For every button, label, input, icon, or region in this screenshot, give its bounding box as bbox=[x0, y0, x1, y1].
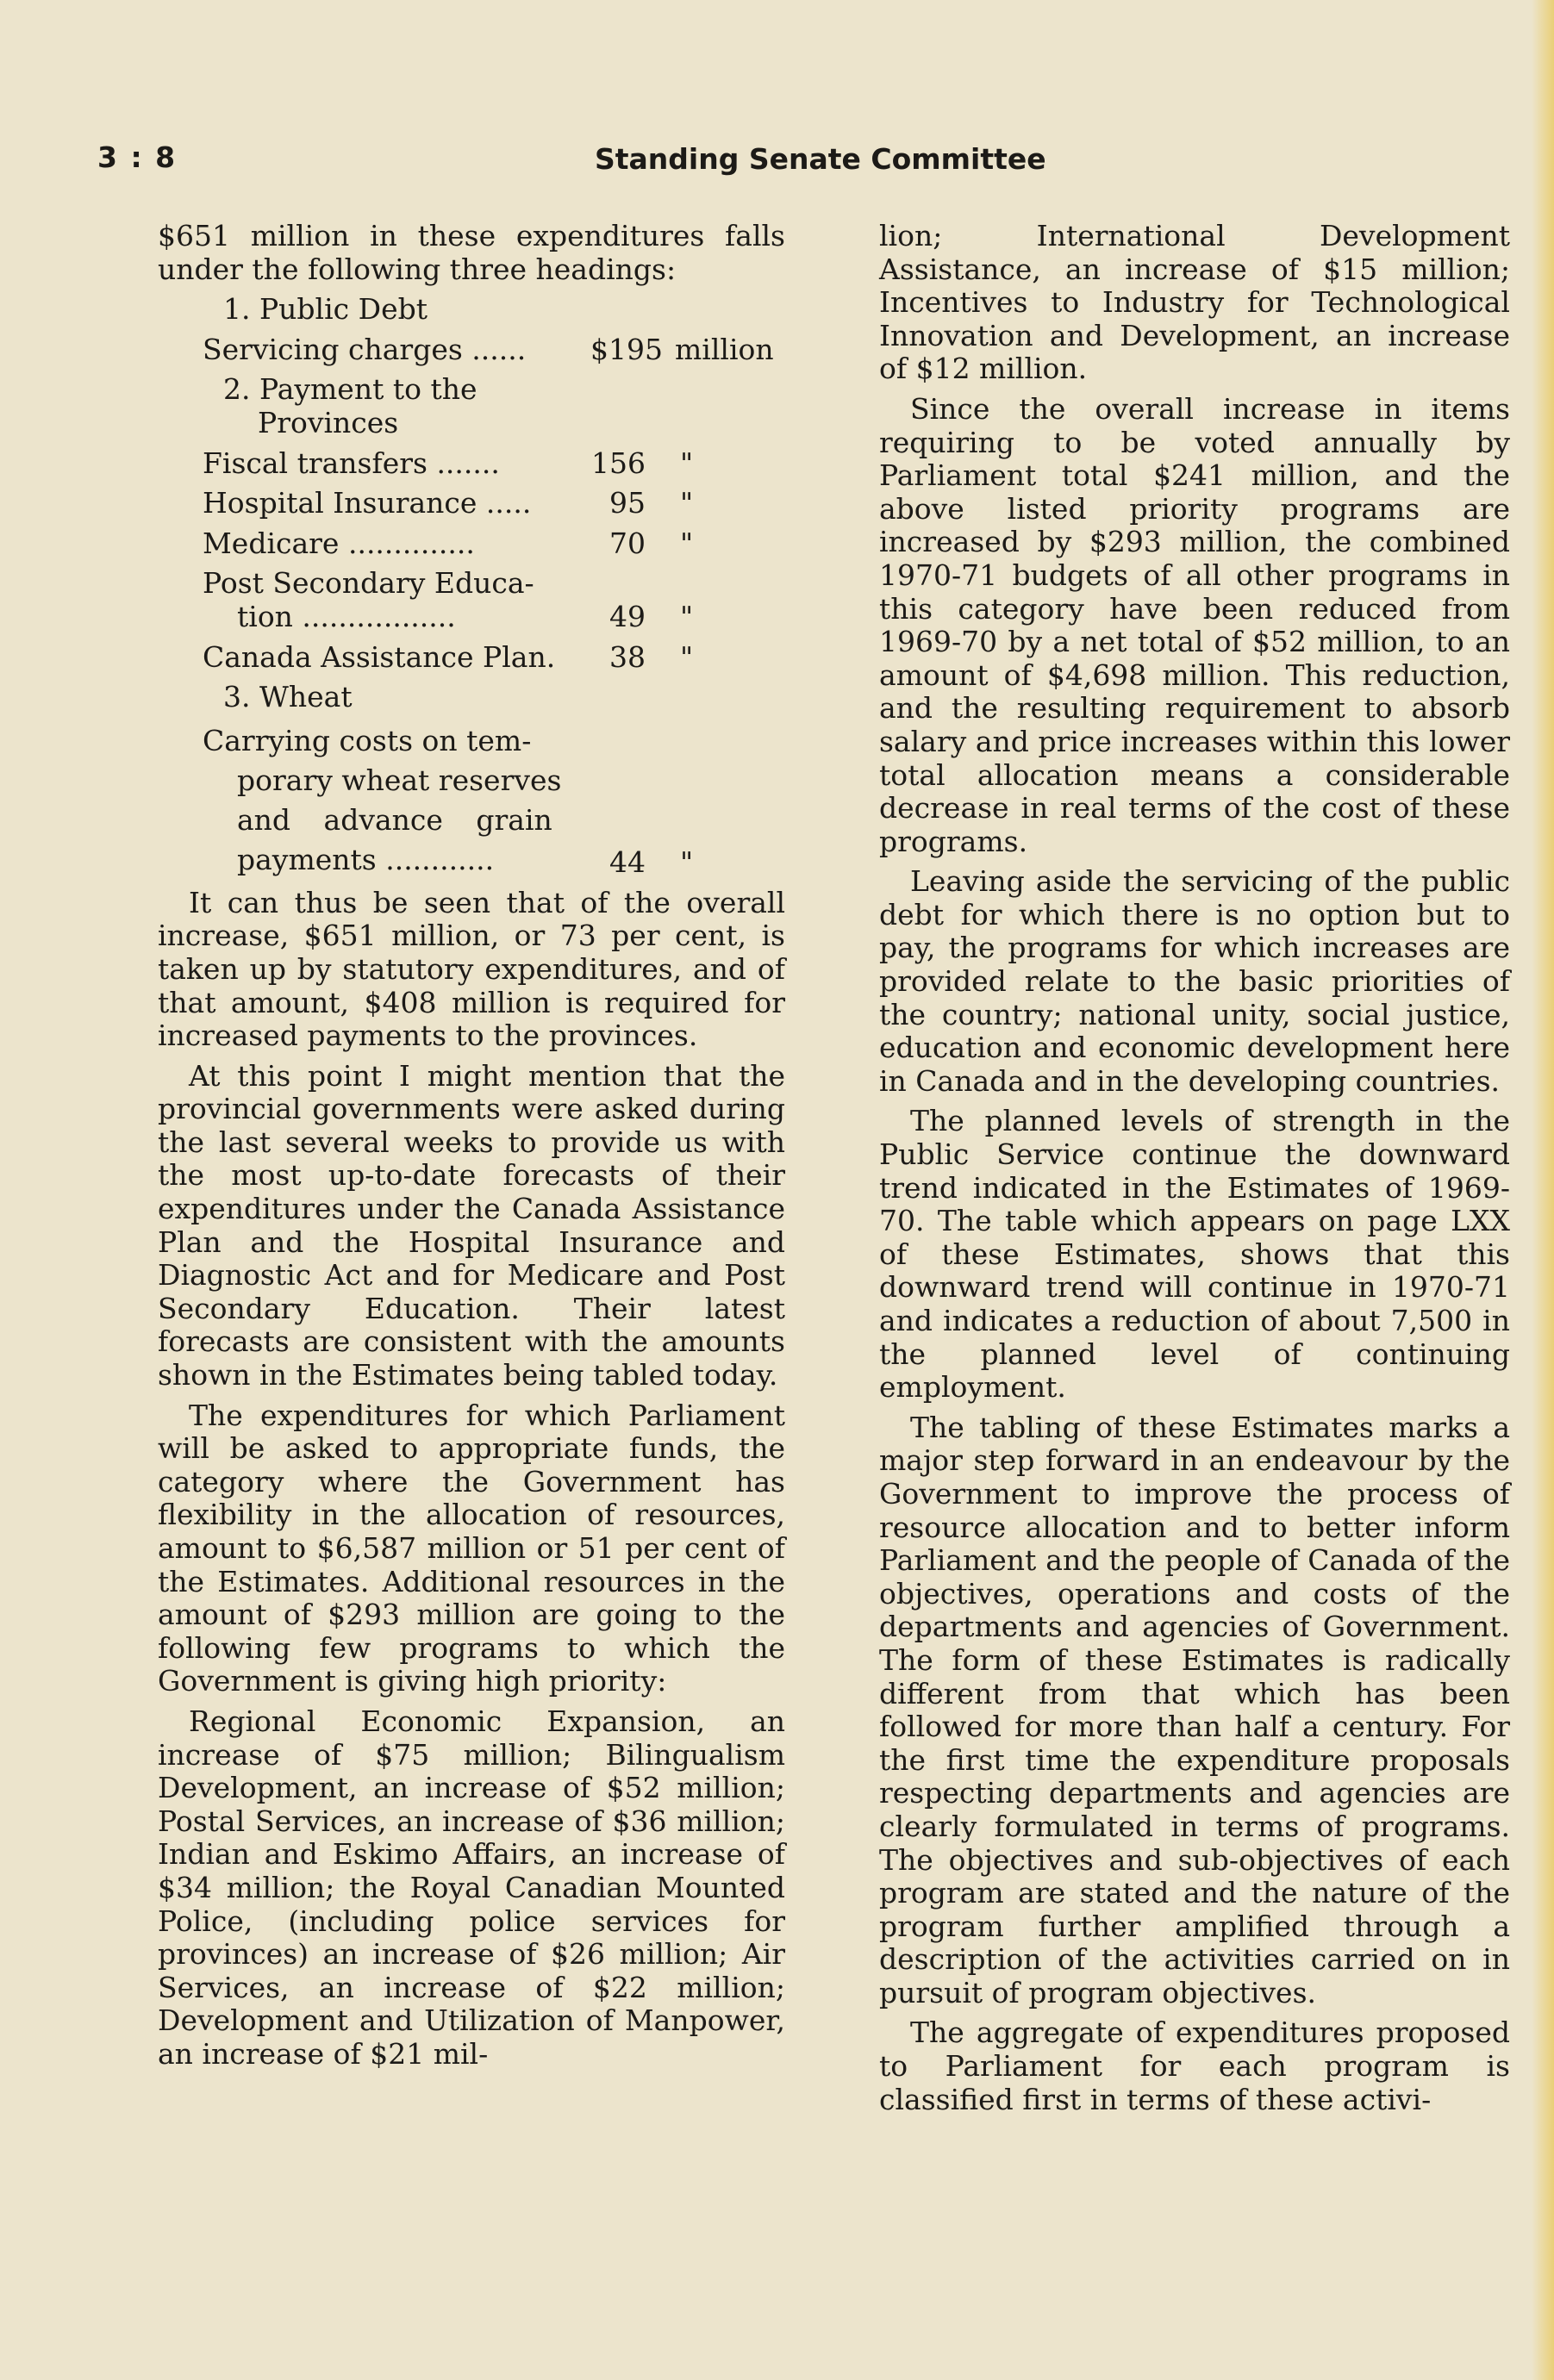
hospital-amount: 95 bbox=[609, 486, 646, 520]
post-secondary-label: Post Secondary Educa- tion ................. bbox=[203, 566, 534, 633]
paragraph-priority-programs: Regional Economic Expansion, an increase of $75 million; Bilingualism Development, an increase of $52 million; Postal Services, an increase of $36 million; Indian and Eskimo Affairs, an increase of $34 million; the Royal Canadian Mounted Police, (including police services for provinces) an increase of $26 million; Air Services, an increase of $22 million; Development and Utilization of Manpower, an increase of $21 mil- bbox=[158, 1704, 785, 2071]
wheat-label: Carrying costs on tem- porary wheat reserves and advance grain payments ............ bbox=[203, 723, 562, 876]
medicare-label: Medicare .............. bbox=[203, 526, 475, 560]
list-row-medicare bbox=[158, 527, 785, 561]
paragraph-aggregate-expenditures: The aggregate of expenditures proposed to Parliament for each program is classified first in terms of these activi- bbox=[879, 2016, 1510, 2116]
paragraph-appropriations: The expenditures for which Parliament will be asked to appropriate funds, the category where the Government has flexibility in the allocation of resources, amount to $6,587 million or 51 per cent of the Estimates. Additional resources in the amount of $293 million are going to the following few programs to which the Government is giving high priority: bbox=[158, 1398, 785, 1698]
heading-public-debt: 1. Public Debt bbox=[223, 292, 428, 327]
page-edge bbox=[1532, 0, 1554, 2380]
heading-provinces-line2: Provinces bbox=[258, 405, 399, 439]
heading-wheat: 3. Wheat bbox=[223, 680, 353, 714]
list-row-hospital bbox=[158, 487, 785, 520]
post-secondary-ditto: " bbox=[680, 599, 694, 633]
fiscal-amount: 156 bbox=[591, 445, 646, 480]
running-head: Standing Senate Committee bbox=[595, 142, 1046, 176]
cap-label: Canada Assistance Plan. bbox=[203, 640, 556, 674]
right-column bbox=[879, 220, 1510, 2123]
fiscal-label: Fiscal transfers ....... bbox=[203, 446, 500, 480]
paragraph-international-development: lion; International Development Assistance, an increase of $15 million; Incentives to Industry for Technological Innovation and Development, an increase of $12 million. bbox=[879, 219, 1510, 386]
medicare-amount: 70 bbox=[609, 526, 646, 560]
cap-ditto: " bbox=[680, 639, 694, 674]
medicare-ditto: " bbox=[680, 526, 694, 560]
list-row-fiscal bbox=[158, 447, 785, 481]
heading-provinces bbox=[158, 373, 785, 439]
paragraph-public-service-strength: The planned levels of strength in the Public Service continue the downward trend indicated in the Estimates of 1969-70. The table which appears on page LXX of these Estimates, shows that this downward trend will continue in 1970-71 and indicates a reduction of about 7,500 in the planned level of continuing employment. bbox=[879, 1104, 1510, 1405]
heading-provinces-line1: 2. Payment to the bbox=[223, 372, 477, 407]
page-number: 3 : 8 bbox=[97, 140, 178, 174]
wheat-amount: 44 bbox=[609, 845, 646, 880]
paragraph-provincial-forecasts: At this point I might mention that the provincial governments were asked during the last several weeks to provide us with the most up-to-date forecasts of their expenditures under the Canada Assistance Plan and the Hospital Insurance and Diagnostic Act and for Medicare and Post Secondary Education. Their latest forecasts are consistent with the amounts shown in the Estimates being tabled today. bbox=[158, 1058, 785, 1392]
list-row-wheat bbox=[158, 721, 785, 880]
debt-label: Servicing charges ...... bbox=[203, 333, 527, 366]
hospital-ditto: " bbox=[680, 486, 694, 520]
cap-amount: 38 bbox=[609, 639, 646, 674]
paragraph-public-debt-priorities: Leaving aside the servicing of the public debt for which there is no option but to pay, the programs for which increases are provided relate to the basic priorities of the country; national unity, social justice, education and economic development here in Canada and in the developing countries. bbox=[879, 864, 1510, 1098]
list-row-post-secondary bbox=[158, 567, 785, 633]
list-row-debt bbox=[158, 333, 785, 367]
paragraph-overall-increase: It can thus be seen that of the overall increase, $651 million, or 73 per cent, is taken up by statutory expenditures, and of that amount, $408 million is required for increased payments to the provinces. bbox=[158, 885, 785, 1053]
left-column bbox=[158, 220, 785, 2078]
list-row-cap bbox=[158, 641, 785, 675]
debt-unit: million bbox=[675, 332, 774, 366]
post-secondary-amount: 49 bbox=[609, 599, 646, 633]
paragraph-overall-increase-voted: Since the overall increase in items requiring to be voted annually by Parliament total $241 million, and the above listed priority programs are increased by $293 million, the combined 1970-71 budgets of all other programs in this category have been reduced from 1969-70 by a net total of $52 million, to an amount of $4,698 million. This reduction, and the resulting requirement to absorb salary and price increases within this lower total allocation means a considerable decrease in real terms of the cost of these programs. bbox=[879, 391, 1510, 858]
debt-amount: $195 bbox=[590, 332, 663, 366]
wheat-ditto: " bbox=[680, 845, 694, 880]
hospital-label: Hospital Insurance ..... bbox=[203, 487, 532, 520]
paragraph-tabling-estimates: The tabling of these Estimates marks a major step forward in an endeavour by the Government to improve the process of resource allocation and to better inform Parliament and the people of Canada of the objectives, operations and costs of the departments and agencies of Government. The form of these Estimates is radically different from that which has been followed for more than half a century. For the first time the expenditure proposals respecting departments and agencies are clearly formulated in terms of programs. The objectives and sub-objectives of each program are stated and the nature of the program further amplified through a description of the activities carried on in pursuit of program objectives. bbox=[879, 1410, 1510, 2009]
fiscal-ditto: " bbox=[680, 445, 694, 480]
intro-paragraph: $651 million in these expenditures falls under the following three headings: bbox=[158, 219, 785, 286]
